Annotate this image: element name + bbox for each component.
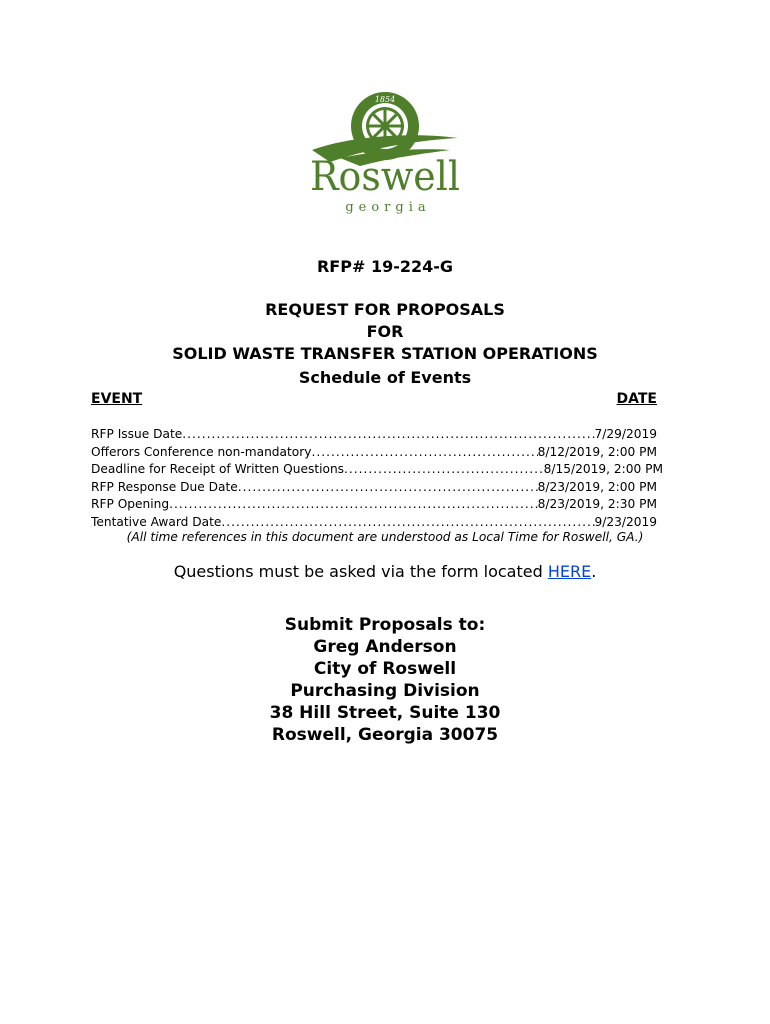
submit-heading: Submit Proposals to: xyxy=(284,615,486,635)
dot-leader xyxy=(221,514,594,532)
schedule-row xyxy=(91,479,657,497)
organization-name: City of Roswell xyxy=(313,659,457,679)
title-line-3: SOLID WASTE TRANSFER STATION OPERATIONS xyxy=(172,344,598,363)
schedule-row xyxy=(91,514,657,532)
city-state-zip: Roswell, Georgia 30075 xyxy=(271,725,499,745)
document-title xyxy=(0,299,770,389)
title-line-2: FOR xyxy=(366,322,404,341)
street-address: 38 Hill Street, Suite 130 xyxy=(269,703,501,723)
event-date: 8/23/2019, 2:00 PM xyxy=(537,479,657,494)
questions-instruction xyxy=(0,562,770,581)
division-name: Purchasing Division xyxy=(290,681,480,701)
schedule-row xyxy=(91,496,657,514)
event-column-header: EVENT xyxy=(91,391,143,407)
dot-leader xyxy=(238,479,538,497)
event-date: 8/12/2019, 2:00 PM xyxy=(537,444,657,459)
event-date: 8/23/2019, 2:30 PM xyxy=(537,497,657,511)
questions-text: Questions must be asked via the form located xyxy=(173,562,548,581)
title-line-1: REQUEST FOR PROPOSALS xyxy=(265,300,505,319)
event-name: RFP Issue Date xyxy=(91,427,183,441)
contact-name: Greg Anderson xyxy=(313,637,457,657)
submission-address xyxy=(0,614,770,746)
event-name: RFP Opening xyxy=(91,497,170,511)
dot-leader xyxy=(169,496,538,514)
title-line-4: Schedule of Events xyxy=(298,368,472,387)
logo-year: 1854 xyxy=(374,95,396,104)
event-date: 7/29/2019 xyxy=(594,427,657,441)
event-date: 9/23/2019 xyxy=(594,514,657,529)
event-name: Offerors Conference non-mandatory xyxy=(91,444,312,459)
city-of-roswell-logo xyxy=(300,88,470,218)
schedule-of-events xyxy=(91,426,663,531)
logo-state: georgia xyxy=(345,200,431,215)
dot-leader xyxy=(311,444,537,462)
dot-leader xyxy=(344,461,544,479)
logo-name: Roswell xyxy=(310,154,460,200)
local-time-note: (All time references in this document are understood as Local Time for Roswell, GA.) xyxy=(126,530,644,544)
questions-form-link[interactable]: HERE xyxy=(547,562,592,581)
rfp-number: RFP# 19-224-G xyxy=(316,257,454,276)
schedule-row xyxy=(91,461,663,479)
questions-period: . xyxy=(591,562,597,581)
event-name: RFP Response Due Date xyxy=(91,479,238,494)
date-column-header: DATE xyxy=(616,391,657,407)
schedule-row xyxy=(91,444,657,462)
event-name: Deadline for Receipt of Written Questions xyxy=(91,462,345,476)
roswell-waterwheel-emblem xyxy=(300,88,470,218)
event-date: 8/15/2019, 2:00 PM xyxy=(543,462,663,476)
event-name: Tentative Award Date xyxy=(91,514,222,529)
schedule-row xyxy=(91,426,657,444)
dot-leader xyxy=(182,426,594,444)
